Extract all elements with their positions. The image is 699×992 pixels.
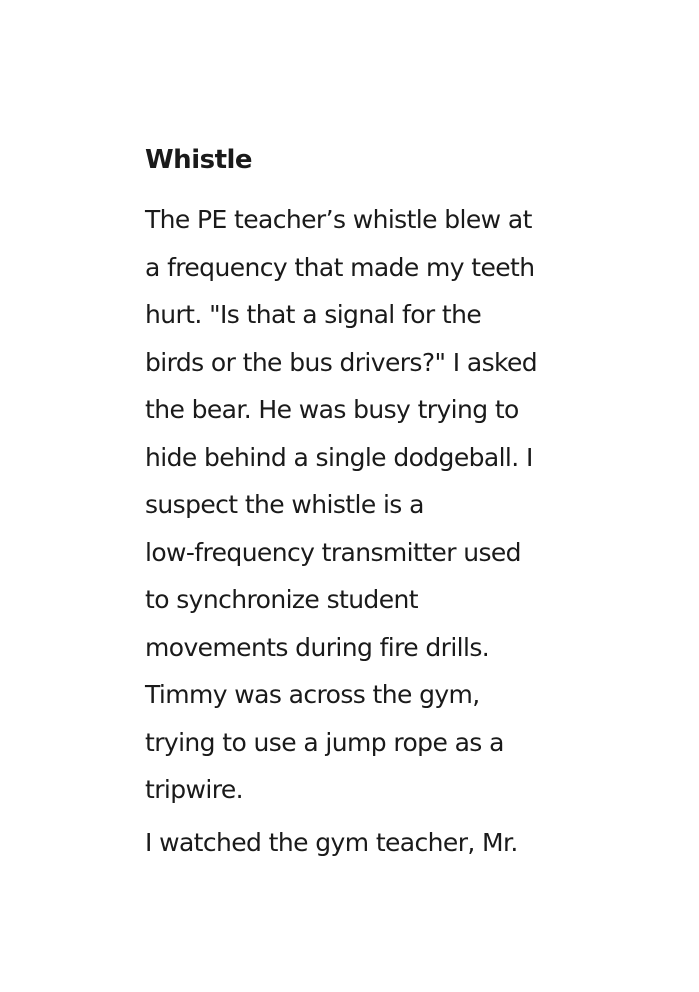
text-line: trying to use a jump rope as a bbox=[145, 727, 504, 757]
text-line: birds or the bus drivers?" I asked bbox=[145, 347, 538, 377]
text-line: suspect the whistle is a bbox=[145, 490, 424, 519]
text-line: hide behind a single dodgeball. I bbox=[145, 442, 533, 472]
text-line: low-frequency transmitter used bbox=[145, 537, 521, 567]
text-line: the bear. He was busy trying to bbox=[145, 395, 519, 424]
text-line: I watched the gym teacher, Mr. bbox=[145, 827, 518, 857]
text-line: a frequency that made my teeth bbox=[145, 252, 535, 282]
text-line: hurt. "Is that a signal for the bbox=[145, 300, 482, 329]
page-content bbox=[145, 140, 565, 866]
text-line: Timmy was across the gym, bbox=[145, 680, 480, 709]
text-line: The PE teacher’s whistle blew at bbox=[145, 205, 532, 234]
chapter-title: Whistle bbox=[145, 145, 253, 175]
paragraph-2 bbox=[145, 819, 565, 867]
text-line: tripwire. bbox=[145, 775, 243, 804]
paragraph-1 bbox=[145, 196, 565, 814]
text-line: to synchronize student bbox=[145, 585, 418, 614]
text-line: movements during fire drills. bbox=[145, 632, 490, 662]
